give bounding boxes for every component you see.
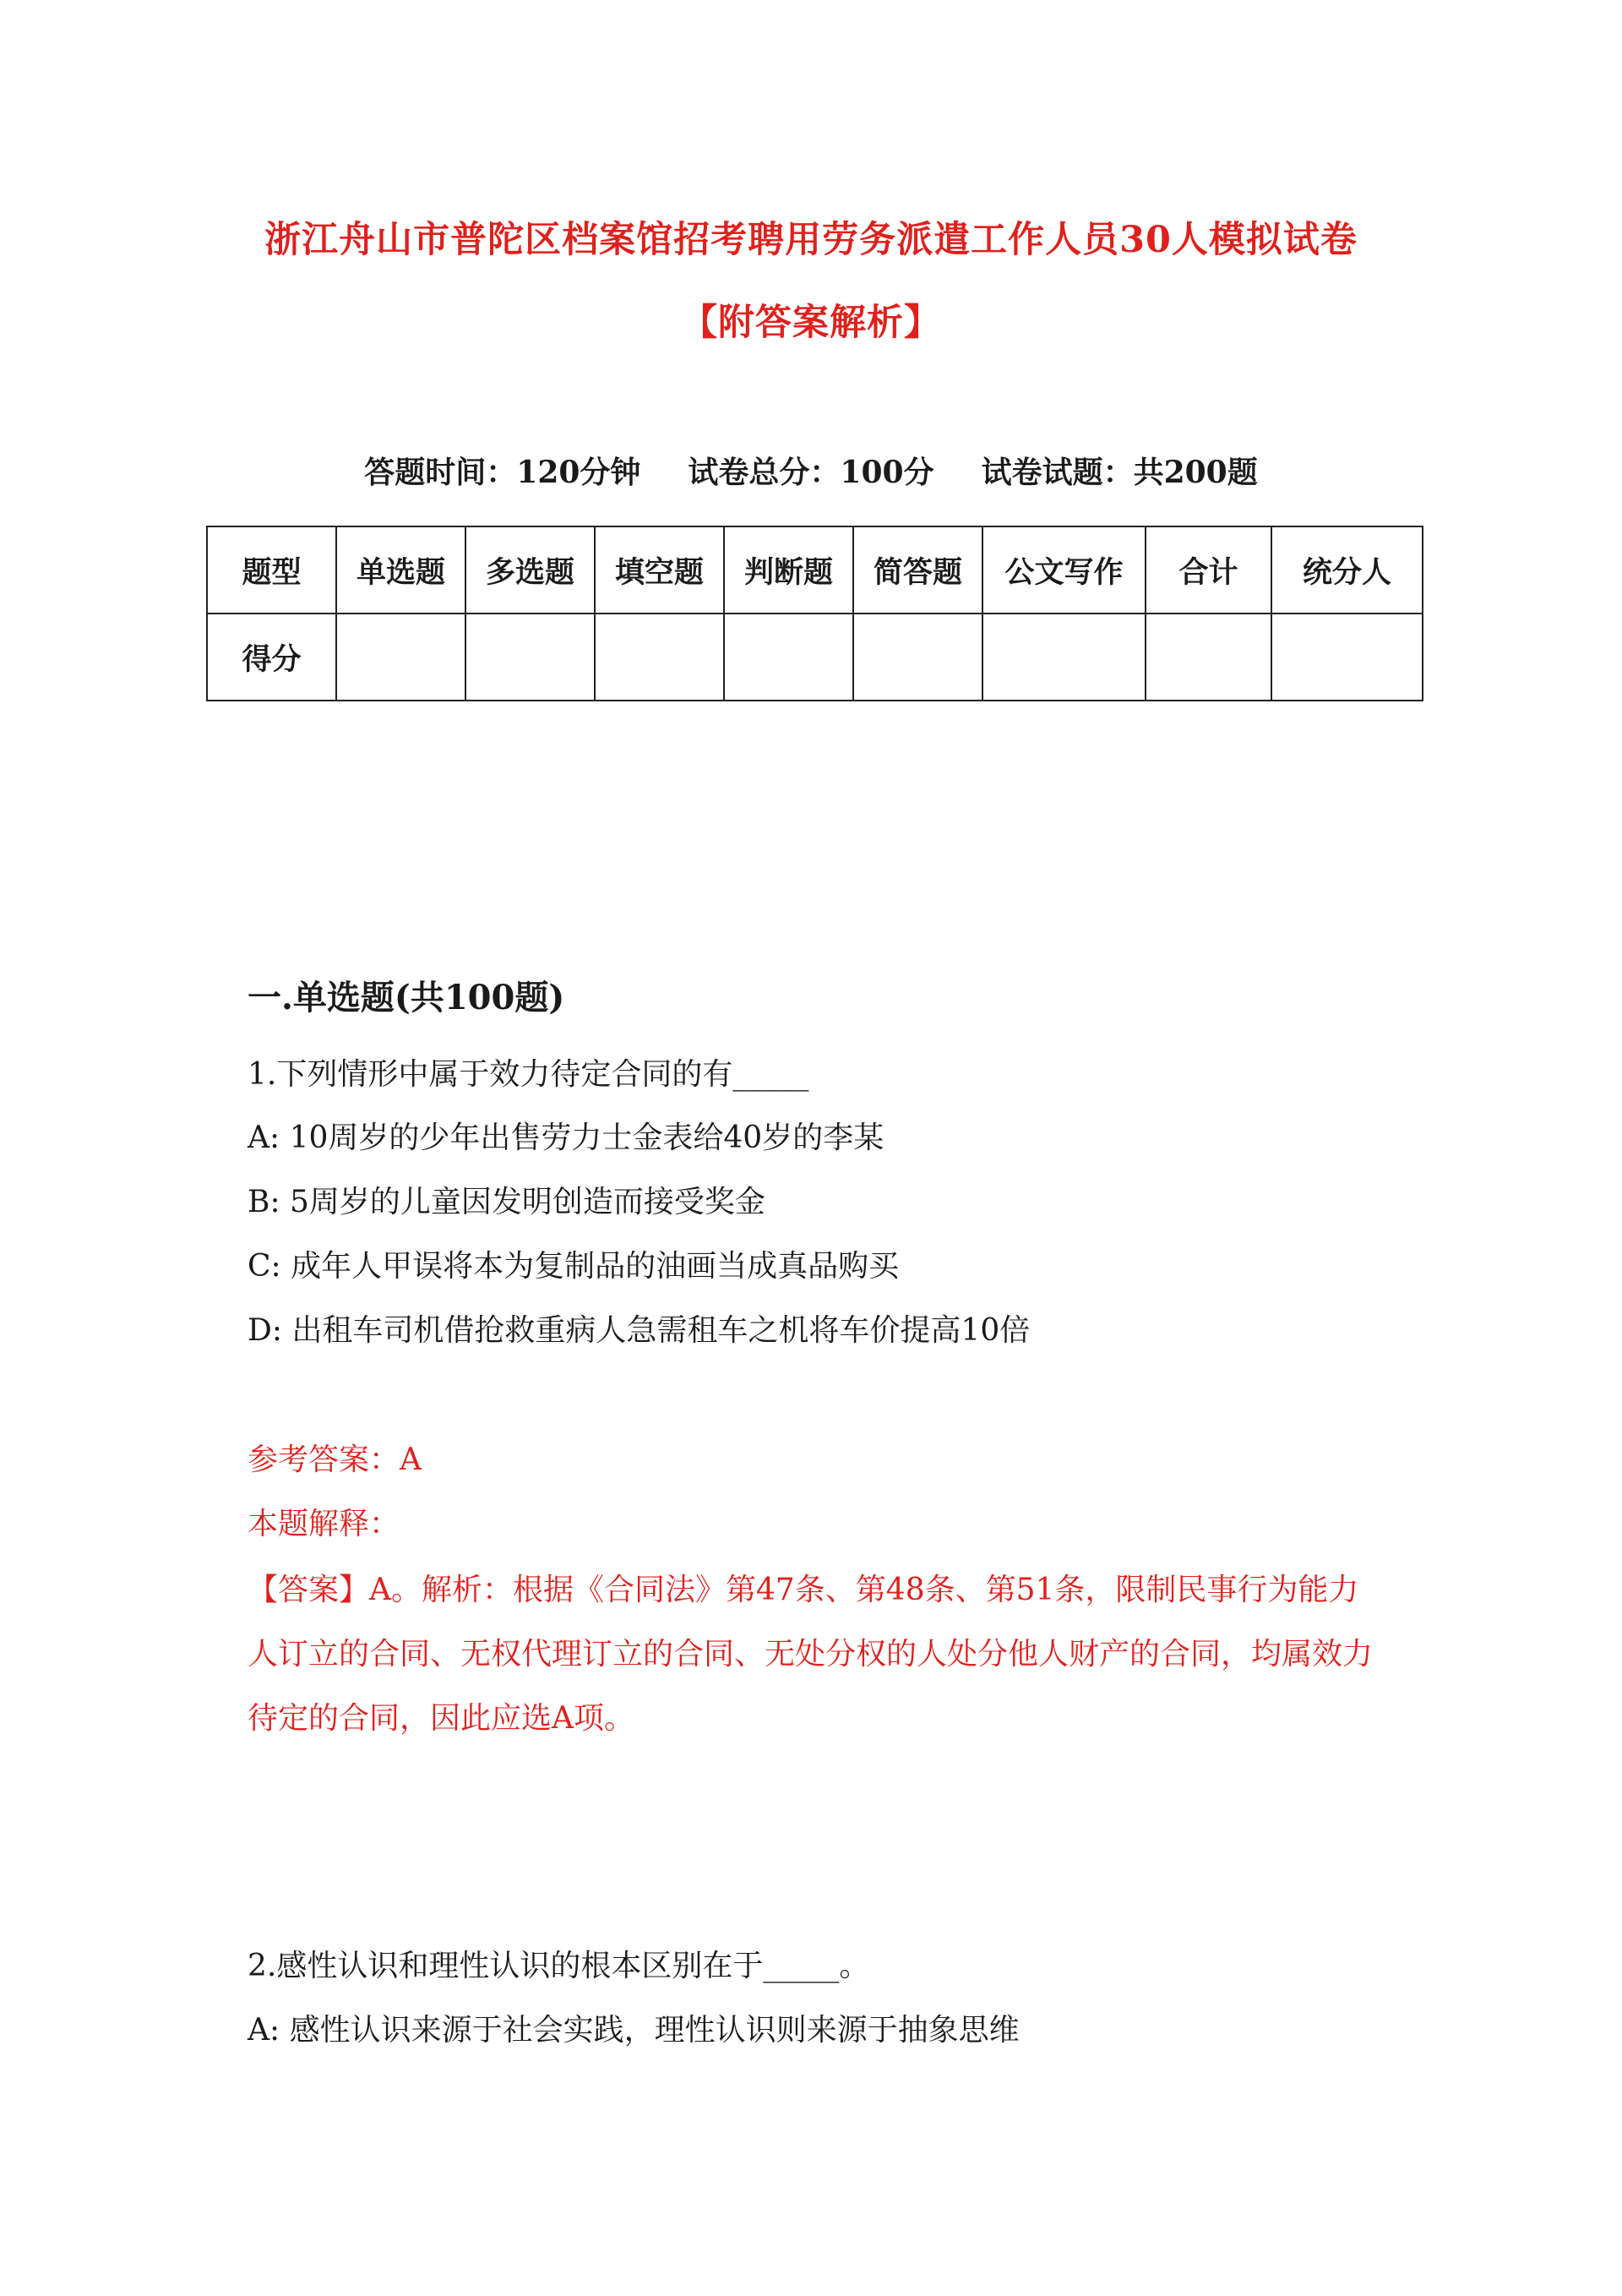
score-cell[interactable] xyxy=(853,614,982,701)
document-title: 浙江舟山市普陀区档案馆招考聘用劳务派遣工作人员30人模拟试卷 xyxy=(264,219,1358,261)
score-cell[interactable] xyxy=(982,614,1146,701)
exam-time: 答题时间：120分钟 xyxy=(364,455,641,490)
score-table-score-row xyxy=(207,614,1423,701)
document-subtitle: 【附答案解析】 xyxy=(681,302,941,344)
score-cell[interactable] xyxy=(465,614,595,701)
score-table-header-cell: 填空题 xyxy=(595,526,724,614)
exam-info xyxy=(0,452,1622,493)
score-cell[interactable] xyxy=(1146,614,1271,701)
explanation-label: 本题解释： xyxy=(248,1507,400,1541)
score-table-header-cell: 判断题 xyxy=(724,526,853,614)
score-table-header-cell: 统分人 xyxy=(1271,526,1423,614)
score-cell[interactable] xyxy=(724,614,853,701)
exam-total-score: 试卷总分：100分 xyxy=(688,455,934,490)
question-stem: 1.下列情形中属于效力待定合同的有_____ xyxy=(248,1057,809,1092)
option-d: D: 出租车司机借抢救重病人急需租车之机将车价提高10倍 xyxy=(248,1313,1031,1348)
score-table xyxy=(206,526,1423,701)
reference-answer: 参考答案：A xyxy=(248,1442,422,1477)
score-table-header-cell: 题型 xyxy=(207,526,336,614)
score-table-header-cell: 多选题 xyxy=(465,526,595,614)
score-table-header-cell: 公文写作 xyxy=(982,526,1146,614)
option-c: C: 成年人甲误将本为复制品的油画当成真品购买 xyxy=(248,1249,900,1284)
explanation-text: 【答案】A。解析：根据《合同法》第47条、第48条、第51条，限制民事行为能力人订立的合同、无权代理订立的合同、无处分权的人处分他人财产的合同，均属效力待定的合同，因此应选A项。 xyxy=(248,1573,1374,1736)
score-table-header-row xyxy=(207,526,1423,614)
score-cell[interactable] xyxy=(336,614,465,701)
option-a: A: 感性认识来源于社会实践，理性认识则来源于抽象思维 xyxy=(248,2013,1020,2048)
score-table-header-cell: 合计 xyxy=(1146,526,1271,614)
exam-question-count: 试卷试题：共200题 xyxy=(981,455,1258,490)
score-row-label: 得分 xyxy=(207,614,336,701)
score-table-header-cell: 单选题 xyxy=(336,526,465,614)
score-table-header-cell: 简答题 xyxy=(853,526,982,614)
option-b: B: 5周岁的儿童因发明创造而接受奖金 xyxy=(248,1185,765,1219)
section-heading: 一.单选题(共100题) xyxy=(248,978,565,1017)
score-cell[interactable] xyxy=(595,614,724,701)
score-cell[interactable] xyxy=(1271,614,1423,701)
option-a: A: 10周岁的少年出售劳力士金表给40岁的李某 xyxy=(248,1121,884,1155)
question-stem: 2.感性认识和理性认识的根本区别在于_____。 xyxy=(248,1949,870,1983)
